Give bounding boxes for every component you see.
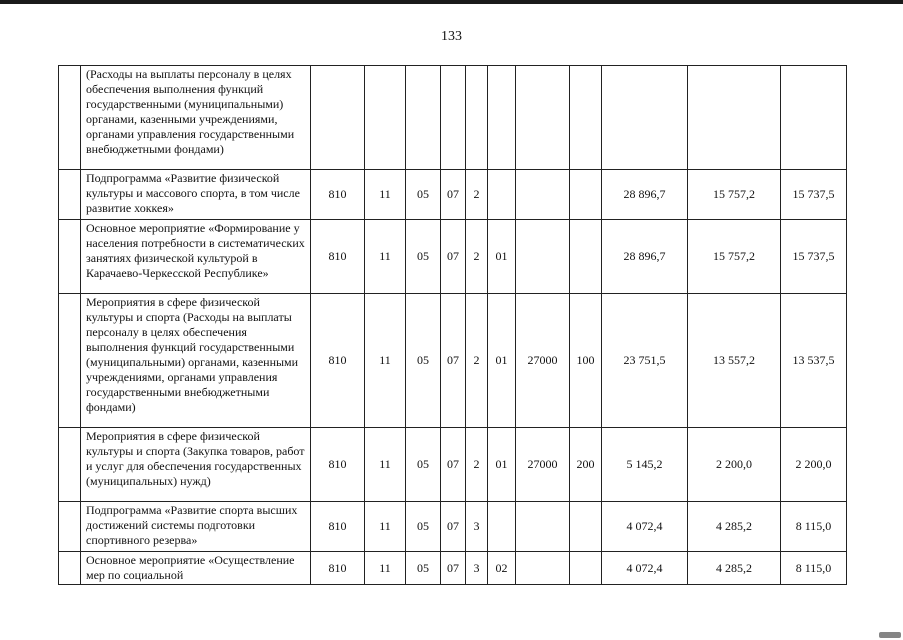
program-code-cell: 07 (441, 502, 466, 552)
direction-code-cell (516, 502, 570, 552)
direction-code-cell (516, 170, 570, 220)
index-cell (59, 552, 81, 585)
section-code-cell: 11 (365, 552, 406, 585)
main-event-code-cell: 02 (488, 552, 516, 585)
subprogram-code-cell: 3 (466, 552, 488, 585)
index-cell (59, 66, 81, 170)
subprogram-code-cell: 2 (466, 170, 488, 220)
table-row (59, 66, 847, 170)
ministry-code-cell: 810 (311, 502, 365, 552)
amount-year-2-cell: 4 285,2 (688, 502, 781, 552)
program-code-cell: 07 (441, 170, 466, 220)
section-code-cell: 11 (365, 294, 406, 428)
amount-year-2-cell: 4 285,2 (688, 552, 781, 585)
main-event-code-cell (488, 502, 516, 552)
ministry-code-cell: 810 (311, 170, 365, 220)
section-code-cell: 11 (365, 428, 406, 502)
subprogram-code-cell: 3 (466, 502, 488, 552)
subsection-code-cell: 05 (406, 552, 441, 585)
amount-year-3-cell: 8 115,0 (781, 552, 847, 585)
direction-code-cell (516, 220, 570, 294)
top-rule (0, 0, 903, 4)
expense-type-cell (570, 170, 602, 220)
amount-year-2-cell: 15 757,2 (688, 170, 781, 220)
table-row (59, 552, 847, 585)
index-cell (59, 220, 81, 294)
ministry-code-cell: 810 (311, 294, 365, 428)
amount-year-1-cell: 28 896,7 (602, 220, 688, 294)
description-cell: Подпрограмма «Развитие спорта высших достижений системы подготовки спортивного резерва» (81, 502, 311, 552)
amount-year-3-cell: 15 737,5 (781, 170, 847, 220)
scan-mark (879, 632, 901, 638)
section-code-cell: 11 (365, 170, 406, 220)
amount-year-1-cell: 5 145,2 (602, 428, 688, 502)
expense-type-cell (570, 502, 602, 552)
subsection-code-cell: 05 (406, 220, 441, 294)
subprogram-code-cell: 2 (466, 428, 488, 502)
description-cell: Подпрограмма «Развитие физической культуры и массового спорта, в том числе развитие хоккея» (81, 170, 311, 220)
subsection-code-cell: 05 (406, 170, 441, 220)
ministry-code-cell: 810 (311, 428, 365, 502)
subsection-code-cell: 05 (406, 294, 441, 428)
main-event-code-cell (488, 66, 516, 170)
amount-year-1-cell: 4 072,4 (602, 552, 688, 585)
description-cell: Мероприятия в сфере физической культуры и спорта (Закупка товаров, работ и услуг для обеспечения государственных (муниципальных) нужд) (81, 428, 311, 502)
direction-code-cell (516, 66, 570, 170)
table-row (59, 502, 847, 552)
amount-year-2-cell: 2 200,0 (688, 428, 781, 502)
budget-table (58, 65, 847, 585)
expense-type-cell (570, 66, 602, 170)
expense-type-cell (570, 220, 602, 294)
direction-code-cell: 27000 (516, 428, 570, 502)
table-row (59, 428, 847, 502)
description-cell: Мероприятия в сфере физической культуры и спорта (Расходы на выплаты персоналу в целях обеспечения выполнения функций государственными (муниципальными) органами, казенными учреждениями, органами управления государственными внебюджетными фондами) (81, 294, 311, 428)
section-code-cell (365, 66, 406, 170)
program-code-cell: 07 (441, 552, 466, 585)
table-row (59, 294, 847, 428)
subsection-code-cell: 05 (406, 502, 441, 552)
ministry-code-cell (311, 66, 365, 170)
index-cell (59, 170, 81, 220)
amount-year-2-cell: 13 557,2 (688, 294, 781, 428)
expense-type-cell (570, 552, 602, 585)
description-cell: Основное мероприятие «Осуществление мер по социальной (81, 552, 311, 585)
description-cell: Основное мероприятие «Формирование у населения потребности в систематических занятиях физической культурой в Карачаево-Черкесской Республике» (81, 220, 311, 294)
amount-year-1-cell: 28 896,7 (602, 170, 688, 220)
amount-year-3-cell: 15 737,5 (781, 220, 847, 294)
subprogram-code-cell (466, 66, 488, 170)
subsection-code-cell (406, 66, 441, 170)
amount-year-3-cell: 2 200,0 (781, 428, 847, 502)
subprogram-code-cell: 2 (466, 220, 488, 294)
subprogram-code-cell: 2 (466, 294, 488, 428)
index-cell (59, 428, 81, 502)
main-event-code-cell: 01 (488, 428, 516, 502)
page-number: 133 (441, 29, 462, 44)
index-cell (59, 294, 81, 428)
section-code-cell: 11 (365, 502, 406, 552)
amount-year-1-cell (602, 66, 688, 170)
program-code-cell (441, 66, 466, 170)
ministry-code-cell: 810 (311, 552, 365, 585)
table-row (59, 170, 847, 220)
ministry-code-cell: 810 (311, 220, 365, 294)
direction-code-cell: 27000 (516, 294, 570, 428)
expense-type-cell: 100 (570, 294, 602, 428)
program-code-cell: 07 (441, 428, 466, 502)
amount-year-3-cell: 13 537,5 (781, 294, 847, 428)
program-code-cell: 07 (441, 294, 466, 428)
main-event-code-cell (488, 170, 516, 220)
subsection-code-cell: 05 (406, 428, 441, 502)
main-event-code-cell: 01 (488, 294, 516, 428)
description-cell: (Расходы на выплаты персоналу в целях обеспечения выполнения функций государственными (муниципальными) органами, казенными учреждениями, органами управления государственными внебюджетными фондами) (81, 66, 311, 170)
direction-code-cell (516, 552, 570, 585)
main-event-code-cell: 01 (488, 220, 516, 294)
amount-year-3-cell: 8 115,0 (781, 502, 847, 552)
section-code-cell: 11 (365, 220, 406, 294)
expense-type-cell: 200 (570, 428, 602, 502)
amount-year-1-cell: 4 072,4 (602, 502, 688, 552)
amount-year-2-cell (688, 66, 781, 170)
amount-year-3-cell (781, 66, 847, 170)
program-code-cell: 07 (441, 220, 466, 294)
amount-year-1-cell: 23 751,5 (602, 294, 688, 428)
index-cell (59, 502, 81, 552)
table-row (59, 220, 847, 294)
amount-year-2-cell: 15 757,2 (688, 220, 781, 294)
